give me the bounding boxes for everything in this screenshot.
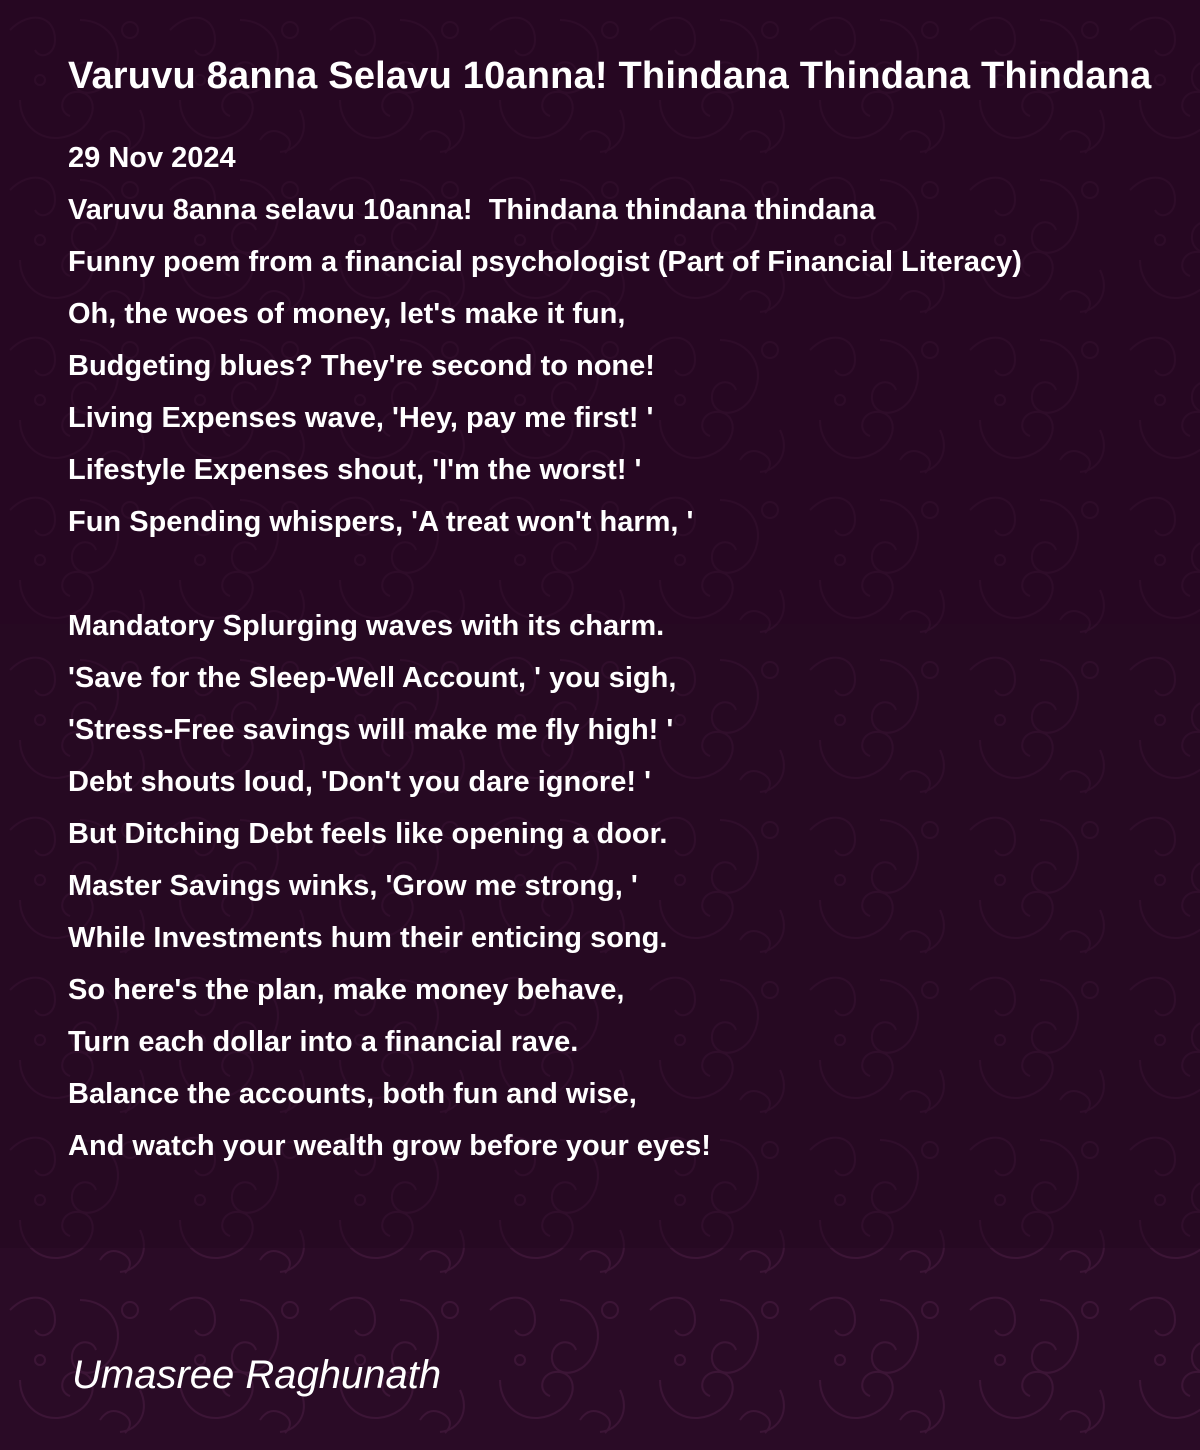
poem-line: But Ditching Debt feels like opening a door. [68,818,668,850]
poem-line: So here's the plan, make money behave, [68,974,625,1006]
poem-line: Debt shouts loud, 'Don't you dare ignore! ' [68,766,651,798]
poem-line: Fun Spending whispers, 'A treat won't harm, ' [68,506,694,538]
poem-content [68,50,1178,1172]
poem-line: 'Stress-Free savings will make me fly high! ' [68,714,674,746]
poem-date: 29 Nov 2024 [68,142,236,174]
poem-line: Living Expenses wave, 'Hey, pay me first! ' [68,402,654,434]
poem-line: Balance the accounts, both fun and wise, [68,1078,637,1110]
poem-line: Turn each dollar into a financial rave. [68,1026,579,1058]
poem-line: Funny poem from a financial psychologist (Part of Financial Literacy) [68,246,1022,278]
poem-body [68,132,1178,1172]
poem-line: Budgeting blues? They're second to none! [68,350,655,382]
poem-line: Oh, the woes of money, let's make it fun, [68,298,626,330]
poem-line: And watch your wealth grow before your eyes! [68,1130,711,1162]
poem-line: Master Savings winks, 'Grow me strong, ' [68,870,638,902]
poem-line: Lifestyle Expenses shout, 'I'm the worst! ' [68,454,642,486]
poem-line: While Investments hum their enticing song. [68,922,668,954]
poem-line: 'Save for the Sleep-Well Account, ' you sigh, [68,662,677,694]
poem-line [68,548,1178,600]
poem-author: Umasree Raghunath [72,1353,442,1397]
poem-line: Mandatory Splurging waves with its charm. [68,610,665,642]
poem-title: Varuvu 8anna Selavu 10anna! Thindana Thindana Thindana [68,55,1152,97]
poem-line: Varuvu 8anna selavu 10anna! Thindana thindana thindana [68,194,876,226]
